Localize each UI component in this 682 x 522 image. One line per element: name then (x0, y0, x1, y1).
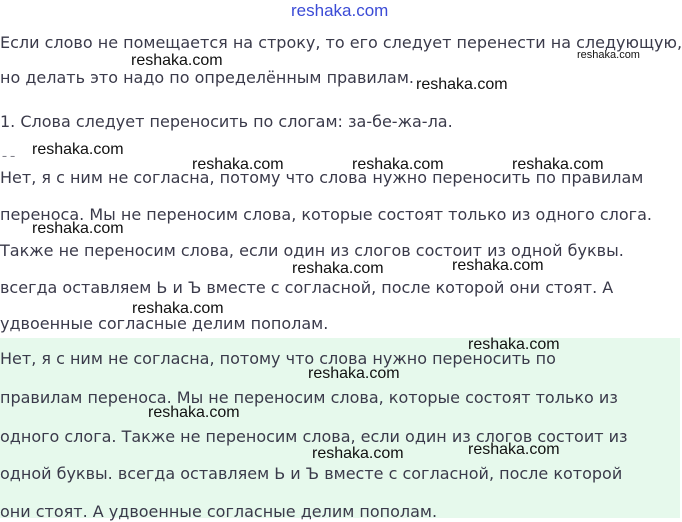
watermark: reshaka.com (131, 52, 223, 69)
boxed-answer-line-3: одного слога. Также не переносим слова, если один из слогов состоит из (0, 427, 628, 446)
intro-line-1: Если слово не помещается на строку, то его следует перенести на следующую, (0, 33, 682, 52)
boxed-answer-line-4: одной буквы. всегда оставляем Ь и Ъ вместе с согласной, после которой (0, 464, 623, 483)
answer-line-2: переноса. Мы не переносим слова, которые состоят только из одного слога. (0, 205, 652, 224)
watermark: reshaka.com (577, 49, 640, 61)
watermark: reshaka.com (512, 156, 604, 173)
watermark: reshaka.com (312, 445, 404, 462)
answer-line-3: Также не переносим слова, если один из слогов состоит из одной буквы. (0, 241, 624, 260)
boxed-answer-line-5: они стоят. А удвоенные согласные делим пополам. (0, 502, 438, 521)
boxed-answer-line-2: правилам переноса. Мы не переносим слова, которые состоят только из (0, 388, 618, 407)
answer-line-1: Нет, я с ним не согласна, потому что слова нужно переносить по правилам (0, 168, 644, 187)
watermark: reshaka.com (292, 260, 384, 277)
watermark: reshaka.com (308, 365, 400, 382)
watermark: reshaka.com (192, 156, 284, 173)
watermark-top: reshaka.com (291, 1, 389, 20)
intro-line-2: но делать это надо по определённым правилам. (0, 68, 414, 87)
watermark: reshaka.com (452, 257, 544, 274)
answer-line-4: всегда оставляем Ь и Ъ вместе с согласной, после которой они стоят. А (0, 278, 614, 297)
watermark: reshaka.com (468, 441, 560, 458)
watermark: reshaka.com (416, 76, 508, 93)
boxed-answer-line-1: Нет, я с ним не согласна, потому что слова нужно переносить по (0, 349, 556, 368)
watermark: reshaka.com (32, 141, 124, 158)
cropped-text-fragment: – – (2, 151, 16, 162)
watermark: reshaka.com (468, 336, 560, 353)
watermark: reshaka.com (352, 156, 444, 173)
watermark: reshaka.com (148, 404, 240, 421)
watermark: reshaka.com (132, 300, 224, 317)
rule-1: 1. Слова следует переносить по слогам: за-бе-жа-ла. (0, 112, 453, 131)
answer-line-5: удвоенные согласные делим пополам. (0, 314, 329, 333)
watermark: reshaka.com (32, 220, 124, 237)
